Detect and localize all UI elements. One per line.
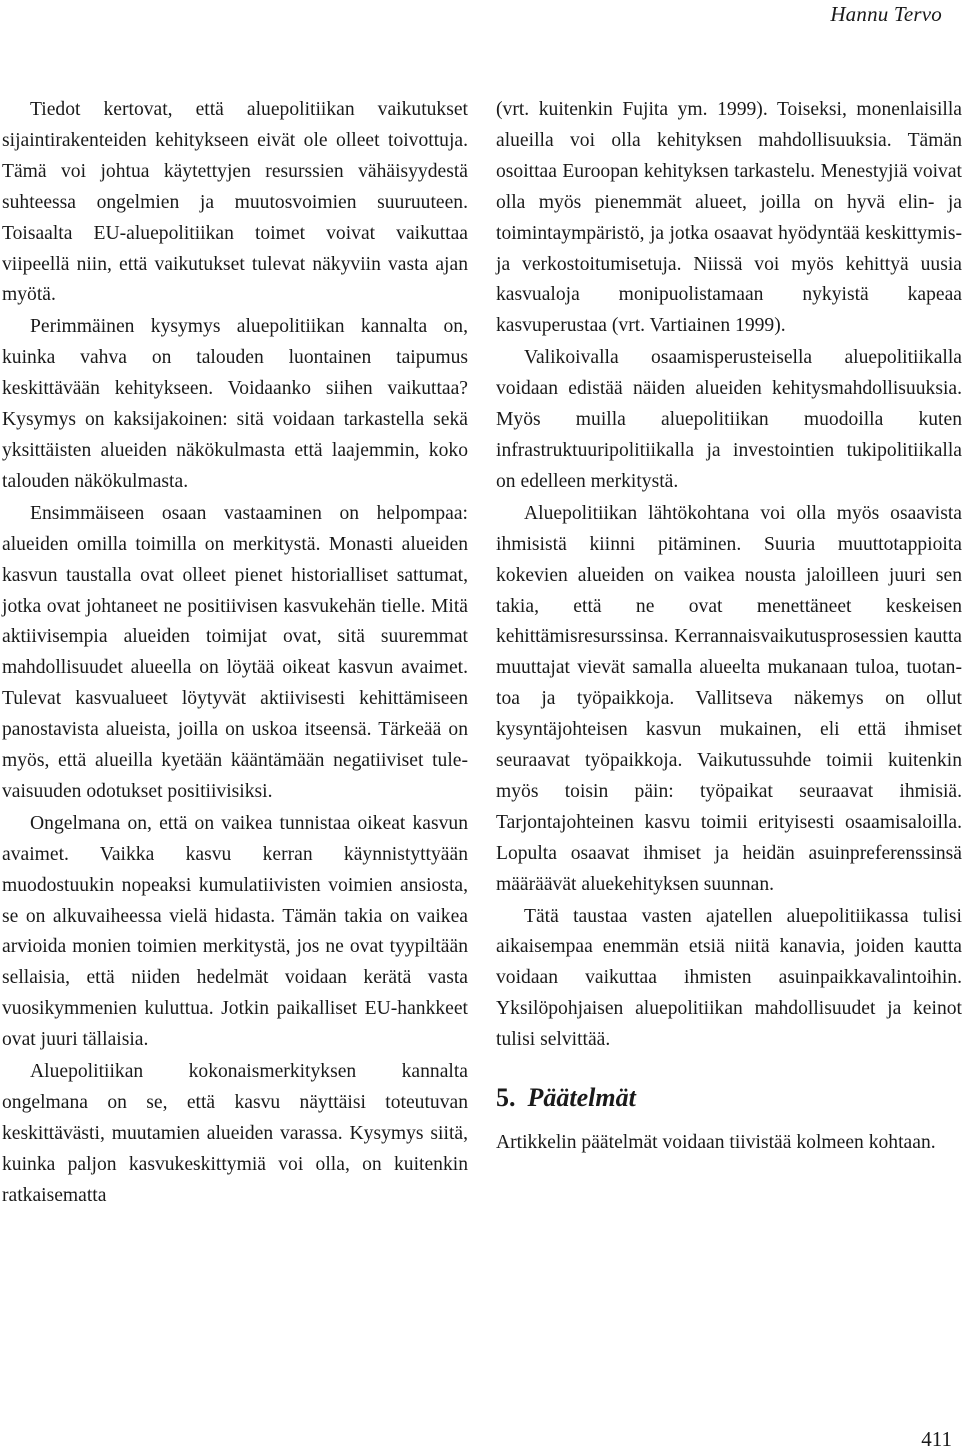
continued-paragraph: (vrt. kuitenkin Fujita ym. 1999). Toiseksi, monenlaisilla alueilla voi olla kehityksen mahdollisuuksia. Tämän osoittaa Euroopan kehityksen tarkastelu. Menestyjiä voivat olla myös pienemmät alueet, joilla on hyvä elin- ja toimintaympäristö, ja jotka osaavat hyödyntää keskittymis- ja verkostoitumisetuja. Niissä voi myös kehittyä uusia kasvualoja monipuolistamaan nykyistä kapeaa kasvuperustaa (vrt. Vartiainen 1999). (496, 99, 962, 337)
section-heading (496, 1082, 962, 1114)
body-paragraph: Perimmäinen kysymys aluepolitiikan kannalta on, kuinka vahva on talouden luontainen taipumus keskittävään kehitykseen. Voidaanko siihen vaikuttaa? Kysymys on kaksijakoinen: sitä voidaan tarkastella sekä yksittäisten alueiden näkökulmasta että laajemmin, koko talouden näkökulmasta. (2, 316, 468, 492)
section-title: Päätelmät (527, 1083, 636, 1113)
body-paragraph: Tiedot kertovat, että aluepolitiikan vaikutukset sijaintirakenteiden kehitykseen eivät ole olleet toivottuja. Tämä voi johtua käytettyjen resurssien vähäisyydestä suhteessa ongelmien ja muutosvoimien suuruuteen. Toisaalta EU-aluepolitiikan toimet voivat vaikuttaa viipeellä niin, että vaikutukset tulevat näkyviin vasta ajan myötä. (2, 99, 468, 306)
section-number: 5. (496, 1083, 516, 1113)
body-paragraph: Aluepolitiikan lähtökohtana voi olla myös osaavista ihmisistä kiinni pitäminen. Suuria muuttotappioita kokevien alueiden on vaikea nousta jaloilleen juuri sen takia, että ne ovat menettäneet keskeisen kehittämisresurssinsa. Kerrannaisvaikutusprosessien kautta muuttajat vievät samalla alueelta mukanaan tuloa, tuotantoa ja työpaikkoja. Vallitseva näkemys on ollut kysyntäjohteisen kasvun mukainen, eli että ihmiset seuraavat työpaikkoja. Vaikutussuhde toimii kuitenkin myös toisin päin: työpaikat seuraavat ihmisiä. Tarjontajohteinen kasvu toimii erityisesti osaamisaloilla. Lopulta osaavat ihmiset ja heidän asuinpreferenssinsä määräävät aluekehityksen suunnan. (496, 502, 962, 895)
running-head-author: Hannu Tervo (830, 2, 942, 26)
body-paragraph: Tätä taustaa vasten ajatellen aluepolitiikassa tulisi aikaisempaa enemmän etsiä niitä kanavia, joiden kautta voidaan vaikuttaa ihmisten asuinpaikkavalintoihin. Yksilöpohjaisen aluepolitiikan mahdollisuudet ja keinot tulisi selvittää. (496, 905, 962, 1051)
page-number: 411 (921, 1427, 952, 1451)
left-column (2, 95, 468, 1212)
right-column (496, 95, 962, 1159)
body-paragraph: Ongelmana on, että on vaikea tunnistaa oikeat kasvun avaimet. Vaikka kasvu kerran käynnistyttyään muodostuukin nopeaksi kumulatiivisten voimien ansiosta, se on alkuvaiheessa vielä hidasta. Tämän takia on vaikea arvioida monien toimien merkitystä, jos ne ovat tyypiltään sellaisia, että niiden hedelmät voidaan kerätä vasta vuosikymmenien kuluttua. Jotkin paikalliset EU-hankkeet ovat juuri tällaisia. (2, 812, 468, 1051)
body-paragraph: Aluepolitiikan kokonaismerkityksen kannalta ongelmana on se, että kasvu näyttäisi toteutuvan keskittävästi, muutamien alueiden varassa. Kysymys siitä, kuinka paljon kasvukeskittymiä voi olla, on kuitenkin ratkaisematta (2, 1061, 468, 1206)
body-paragraph: Ensimmäiseen osaan vastaaminen on helpompaa: alueiden omilla toimilla on merkitystä. Monasti alueiden kasvun taustalla ovat olleet pienet historialliset sattumat, jotka ovat johtaneet ne positiivisen kasvukehän tielle. Mitä aktiivisempia alueiden toimijat ovat, sitä suuremmat mahdollisuudet alueella on löytää oikeat kasvun avaimet. Tulevat kasvualueet löytyvät aktiivisesti kehittämiseen panostavista alueista, joilla on uskoa itseensä. Tärkeää on myös, että alueilla kyetään kääntämään negatiiviset tulevaisuuden odotukset positiivisiksi. (2, 502, 468, 802)
section-paragraph: Artikkelin päätelmät voidaan tiivistää kolmeen kohtaan. (496, 1132, 936, 1154)
body-paragraph: Valikoivalla osaamisperusteisella aluepolitiikalla voidaan edistää näiden alueiden kehitysmahdollisuuksia. Myös muilla aluepolitiikan muodoilla kuten infrastruktuuripolitiikalla ja investointien tukipolitiikalla on edelleen merkitystä. (496, 347, 962, 492)
